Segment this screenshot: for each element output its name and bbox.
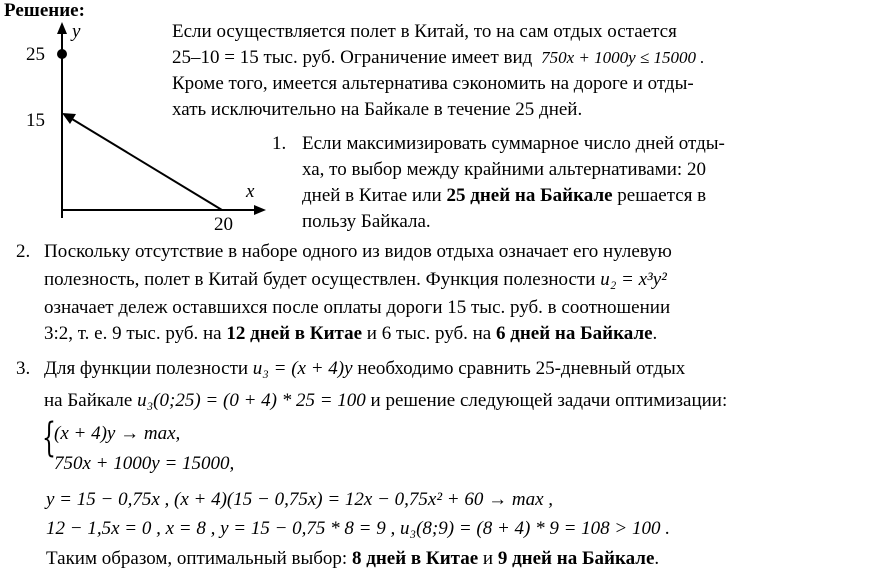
intro-line-3: Кроме того, имеется альтернатива сэкономить на дороге и отды-	[172, 73, 694, 94]
y-axis-label: y	[72, 21, 81, 42]
item-1-line-2: ха, то выбор между крайними альтернативами: 20	[302, 159, 706, 180]
intro-line-4: хать исключительно на Байкале в течение 25 дней.	[172, 99, 583, 120]
conclusion-a: Таким образом, оптимальный выбор:	[46, 548, 352, 569]
item-3-line-2a: на Байкале	[44, 390, 133, 411]
item-3-line-2b: и решение следующей задачи оптимизации:	[370, 390, 728, 411]
utility-u3-formula: u₃ = (x + 4)y	[252, 358, 353, 379]
budget-line-arrowhead	[62, 113, 76, 124]
utility-u3-baikal-value: u₃(0;25) = (0 + 4) * 25 = 100	[137, 390, 366, 411]
item-2-line-2a: полезность, полет в Китай будет осуществлен. Функция полезности	[44, 269, 596, 290]
conclusion-bold-baikal: 9 дней на Байкале	[497, 548, 655, 569]
y-tick-25: 25	[26, 44, 45, 65]
utility-u2-formula: u₂ = x³y²	[600, 269, 667, 290]
item-2-line-4e: .	[652, 323, 658, 344]
item-3-line-1a: Для функции полезности	[44, 358, 249, 379]
derivation-line-2: 12 − 1,5x = 0 , x = 8 , y = 15 − 0,75 * 8 = 9 , u₃(8;9) = (8 + 4) * 9 = 108 > 100 .	[46, 518, 671, 539]
budget-line	[72, 119, 222, 210]
item-1-line-4: пользу Байкала.	[302, 211, 431, 232]
item-2-number: 2.	[16, 241, 31, 262]
item-3-number: 3.	[16, 358, 31, 379]
x-axis-label: x	[246, 181, 255, 202]
conclusion-c: и	[478, 548, 498, 569]
item-2-line-4a: 3:2, т. е. 9 тыс. руб. на	[44, 323, 227, 344]
item-1-line-1: Если максимизировать суммарное число дней отды-	[302, 133, 725, 154]
system-eq-1: (x + 4)y → max,	[54, 423, 181, 444]
system-eq-2: 750x + 1000y = 15000,	[54, 453, 235, 474]
item-1-bold-baikal: 25 дней на Байкале	[446, 185, 613, 206]
constraint-formula: 750x + 1000y ≤ 15000 .	[541, 48, 705, 67]
intro-line-2	[172, 46, 705, 70]
item-2-line-1: Поскольку отсутствие в наборе одного из видов отдыха означает его нулевую	[44, 241, 672, 262]
item-2-bold-baikal: 6 дней на Байкале	[495, 323, 653, 344]
item-1-number: 1.	[272, 133, 287, 154]
intro-line-2-text: 25–10 = 15 тыс. руб. Ограничение имеет вид	[172, 47, 533, 68]
solution-heading: Решение:	[4, 0, 85, 21]
conclusion-e: .	[654, 548, 660, 569]
conclusion	[46, 547, 659, 571]
item-3-line-1b: необходимо сравнить 25-дневный отдых	[357, 358, 686, 379]
derivation-line-1: y = 15 − 0,75x , (x + 4)(15 − 0,75x) = 12x − 0,75x² + 60 → max ,	[46, 489, 554, 510]
item-1-line-3c: решается в	[612, 185, 707, 206]
x-tick-20: 20	[214, 214, 233, 235]
item-3-line-2	[44, 389, 727, 413]
system-brace: {	[42, 415, 56, 461]
item-2-line-4	[44, 322, 657, 346]
y-axis-arrow	[57, 22, 67, 34]
x-axis-arrow	[254, 205, 266, 215]
item-3-line-1	[44, 357, 685, 381]
intro-line-1: Если осуществляется полет в Китай, то на сам отдых остается	[172, 21, 677, 42]
item-2-line-2	[44, 268, 667, 292]
point-baikal-25	[57, 49, 67, 59]
item-2-line-3: означает дележ оставшихся после оплаты дороги 15 тыс. руб. в соотношении	[44, 297, 671, 318]
item-2-bold-china: 12 дней в Китае	[226, 323, 363, 344]
item-1-line-3	[302, 184, 706, 208]
item-1-line-3a: дней в Китае или	[302, 185, 447, 206]
conclusion-bold-china: 8 дней в Китае	[351, 548, 479, 569]
item-2-line-4c: и 6 тыс. руб. на	[362, 323, 496, 344]
y-tick-15: 15	[26, 110, 45, 131]
